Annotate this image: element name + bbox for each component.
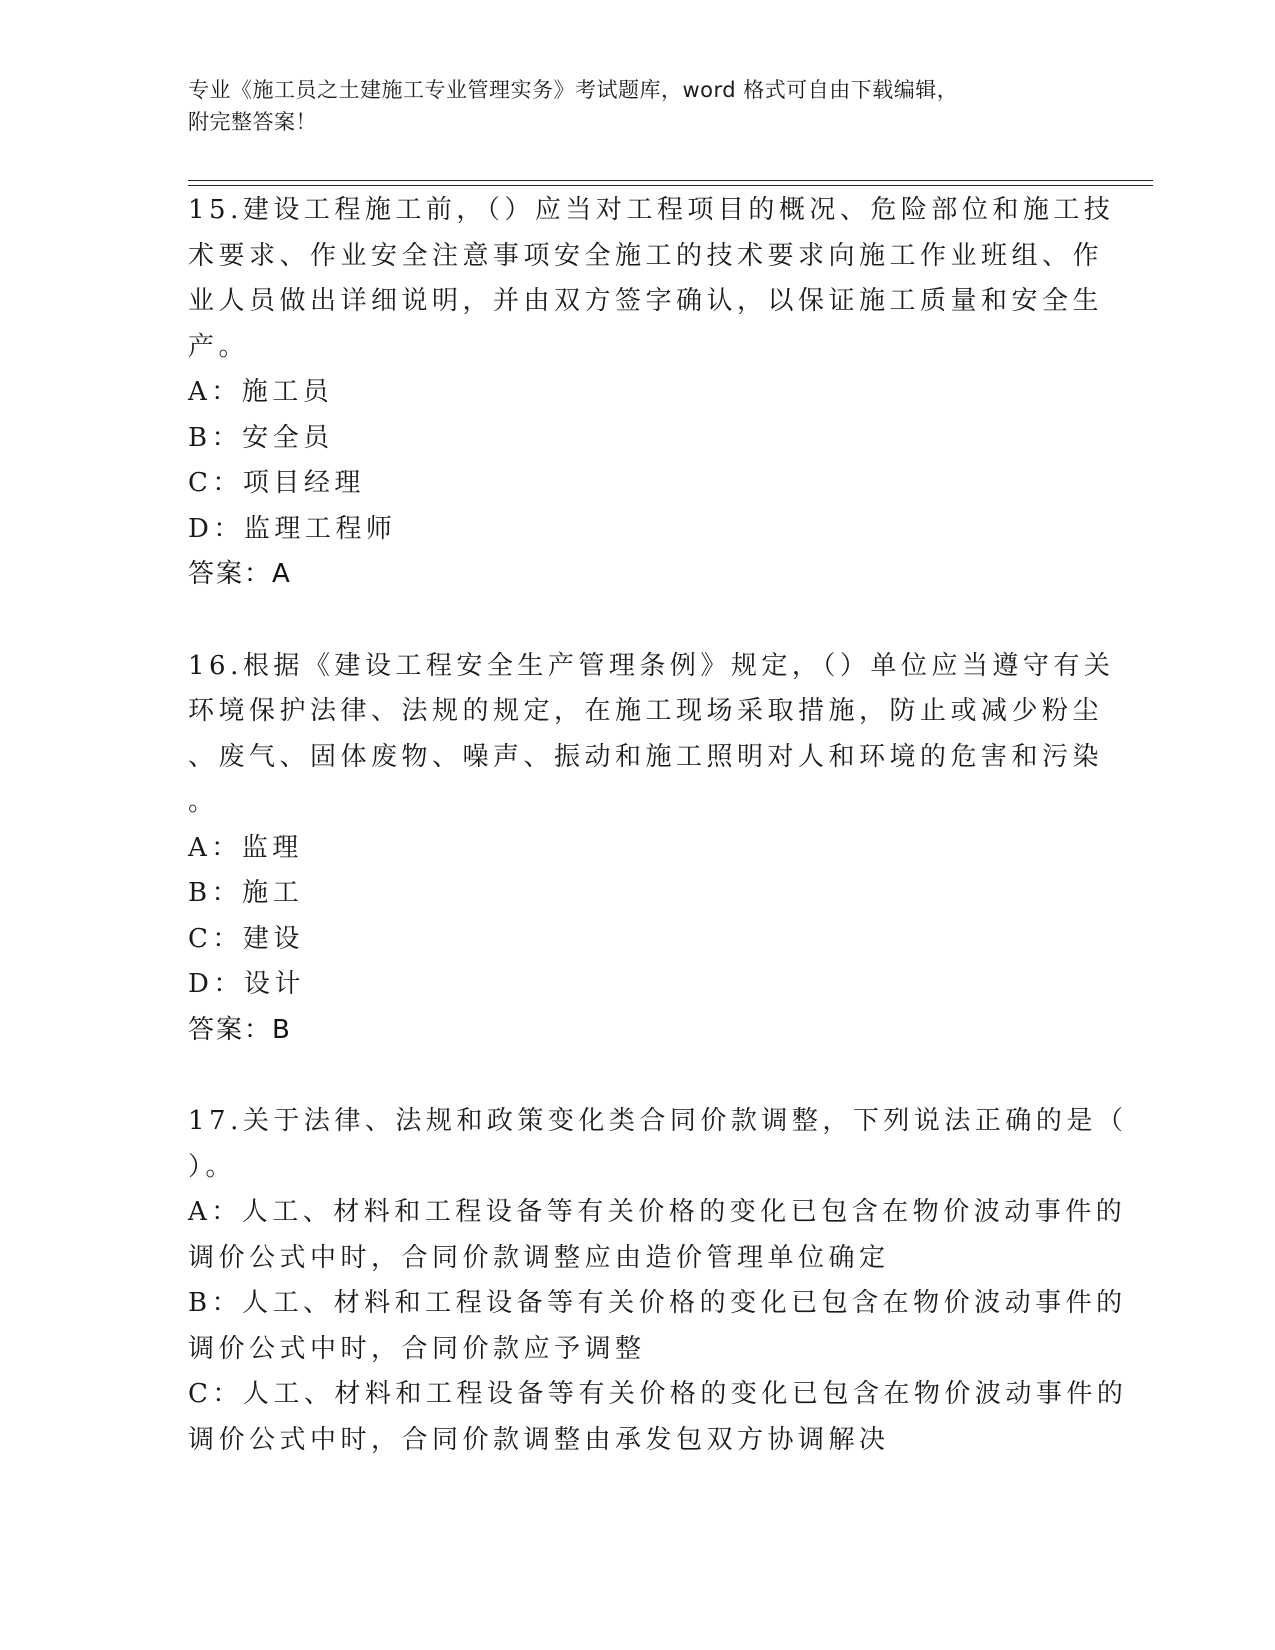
- option-c: C：建设: [188, 923, 304, 954]
- answer-label: 答案：B: [188, 1014, 292, 1045]
- option-c: C：人工、材料和工程设备等有关价格的变化已包含在物价波动事件的: [188, 1379, 1128, 1409]
- question-text-line: 环境保护法律、法规的规定，在施工现场采取措施，防止或减少粉尘: [188, 696, 1104, 726]
- option-a: A：人工、材料和工程设备等有关价格的变化已包含在物价波动事件的: [188, 1197, 1127, 1227]
- question-text-line: 16.根据《建设工程安全生产管理条例》规定，（）单位应当遵守有关: [188, 650, 1115, 681]
- option-d: D：设计: [188, 969, 305, 999]
- question-item: [188, 188, 1115, 598]
- question-text-line: 。: [188, 787, 219, 817]
- option-c: C：项目经理: [188, 468, 365, 498]
- question-text-line: 产。: [188, 331, 250, 362]
- option-a: A：施工员: [188, 377, 334, 407]
- header-line: 专业《施工员之土建施工专业管理实务》考试题库，word 格式可自由下载编辑，: [188, 78, 959, 102]
- header-divider: [188, 180, 1153, 181]
- option-d: D：监理工程师: [188, 513, 397, 544]
- header-line: 附完整答案！: [188, 110, 317, 134]
- option-b: B：安全员: [188, 422, 334, 453]
- option-b-continued: 调价公式中时，合同价款应予调整: [188, 1333, 646, 1364]
- question-text-line: 、废气、固体废物、噪声、振动和施工照明对人和环境的危害和污染: [188, 741, 1104, 772]
- question-item: [188, 644, 1115, 1054]
- header-divider: [188, 185, 1153, 186]
- question-text-line: 术要求、作业安全注意事项安全施工的技术要求向施工作业班组、作: [188, 240, 1104, 271]
- question-item: [188, 1099, 1128, 1463]
- option-a-continued: 调价公式中时，合同价款调整应由造价管理单位确定: [188, 1242, 890, 1273]
- option-b: B：人工、材料和工程设备等有关价格的变化已包含在物价波动事件的: [188, 1288, 1127, 1318]
- question-list: [188, 188, 1128, 1509]
- option-b: B：施工: [188, 878, 304, 908]
- question-text-line: 17.关于法律、法规和政策变化类合同价款调整，下列说法正确的是（: [188, 1106, 1128, 1136]
- question-text-line: 15.建设工程施工前，（）应当对工程项目的概况、危险部位和施工技: [188, 195, 1115, 225]
- answer-label: 答案：A: [188, 559, 292, 589]
- document-header: [188, 74, 1088, 138]
- option-c-continued: 调价公式中时，合同价款调整由承发包双方协调解决: [188, 1424, 890, 1455]
- option-a: A：监理: [188, 832, 303, 863]
- question-text-line: 业人员做出详细说明，并由双方签字确认，以保证施工质量和安全生: [188, 286, 1104, 316]
- question-text-line: ）。: [188, 1151, 237, 1182]
